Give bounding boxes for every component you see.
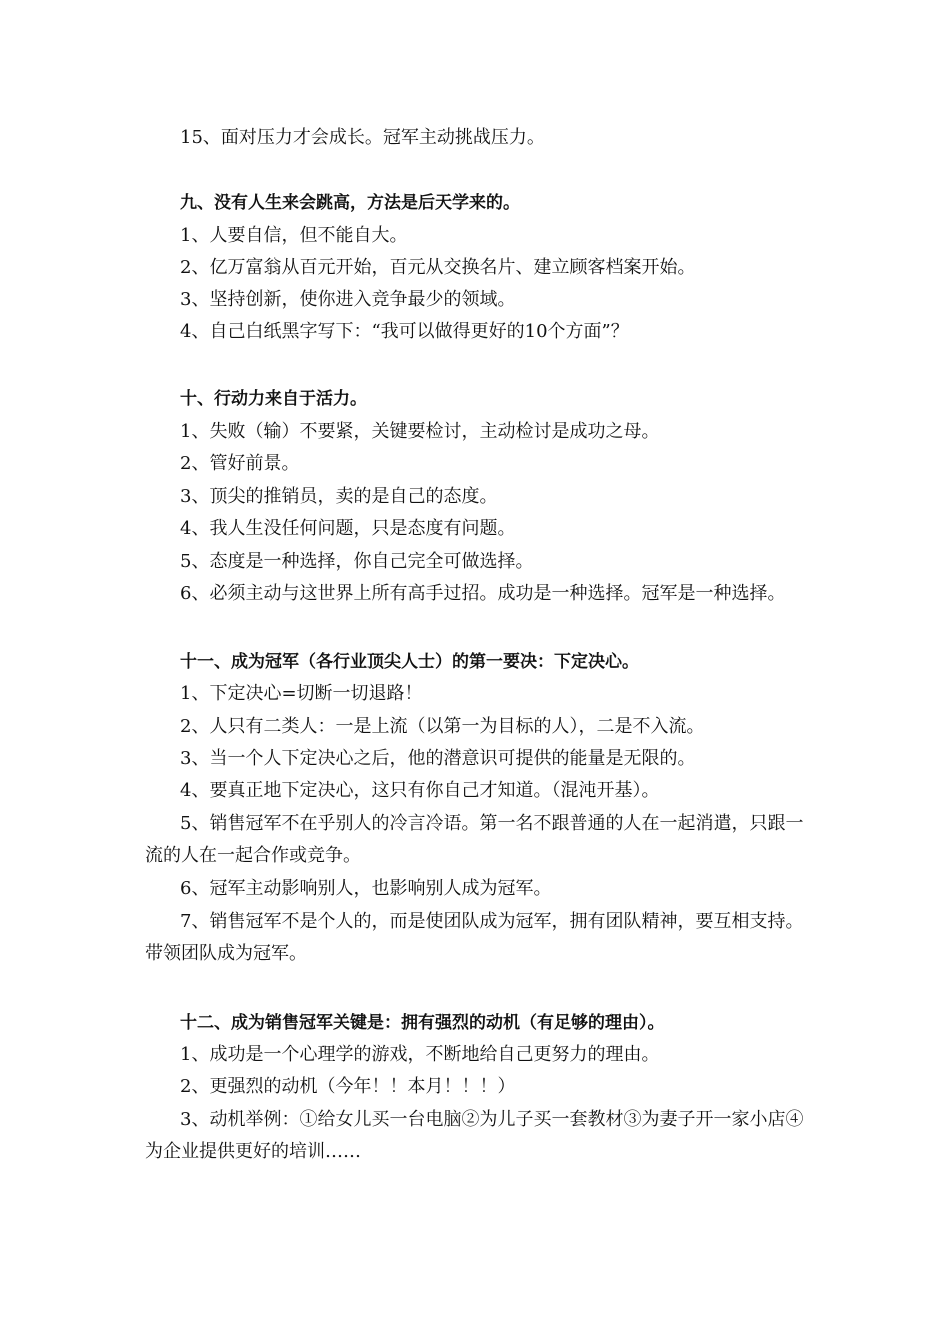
section-11-item-4: 4、要真正地下定决心，这只有你自己才知道。（混沌开基）。 <box>180 780 660 801</box>
section-11-item-2: 2、人只有二类人：一是上流（以第一为目标的人），二是不入流。 <box>180 716 705 737</box>
section-9-item-4: 4、自己白纸黑字写下：“我可以做得更好的10个方面”？ <box>180 321 629 342</box>
section-10-item-3: 3、顶尖的推销员，卖的是自己的态度。 <box>180 486 498 507</box>
section-10-item-1: 1、失败（输）不要紧，关键要检讨，主动检讨是成功之母。 <box>180 421 660 442</box>
section-11-item-1: 1、下定决心=切断一切退路！ <box>180 683 423 704</box>
section-11-item-7: 7、销售冠军不是个人的，而是使团队成为冠军，拥有团队精神，要互相支持。带领团队成为冠军。 <box>145 911 804 964</box>
section-9-item-1: 1、人要自信，但不能自大。 <box>180 225 408 246</box>
section-10-item-6: 6、必须主动与这世界上所有高手过招。成功是一种选择。冠军是一种选择。 <box>180 583 786 604</box>
section-12-item-1: 1、成功是一个心理学的游戏，不断地给自己更努力的理由。 <box>180 1044 660 1065</box>
section-12-heading: 十二、成为销售冠军关键是：拥有强烈的动机（有足够的理由）。 <box>180 1013 665 1033</box>
section-9-item-2: 2、亿万富翁从百元开始，百元从交换名片、建立顾客档案开始。 <box>180 257 696 278</box>
section-11-item-3: 3、当一个人下定决心之后，他的潜意识可提供的能量是无限的。 <box>180 748 696 769</box>
section-11-item-5: 5、销售冠军不在乎别人的冷言冷语。第一名不跟普通的人在一起消遣，只跟一流的人在一起合作或竞争。 <box>145 813 804 866</box>
section-10-heading: 十、行动力来自于活力。 <box>180 389 367 409</box>
section-9-item-3: 3、坚持创新，使你进入竞争最少的领域。 <box>180 289 516 310</box>
section-12-item-3: 3、动机举例：①给女儿买一台电脑②为儿子买一套教材③为妻子开一家小店④为企业提供更好的培训…… <box>145 1109 804 1162</box>
section-11-heading: 十一、成为冠军（各行业顶尖人士）的第一要决：下定决心。 <box>180 652 639 672</box>
section-10-item-2: 2、管好前景。 <box>180 453 300 474</box>
section-10-item-4: 4、我人生没任何问题，只是态度有问题。 <box>180 518 516 539</box>
section-9-heading: 九、没有人生来会跳高，方法是后天学来的。 <box>180 193 520 213</box>
intro-line: 15、面对压力才会成长。冠军主动挑战压力。 <box>180 127 545 148</box>
section-12-item-2: 2、更强烈的动机（今年！！本月！！！） <box>180 1076 516 1097</box>
section-11-item-6: 6、冠军主动影响别人，也影响别人成为冠军。 <box>180 878 552 899</box>
section-10-item-5: 5、态度是一种选择，你自己完全可做选择。 <box>180 551 534 572</box>
